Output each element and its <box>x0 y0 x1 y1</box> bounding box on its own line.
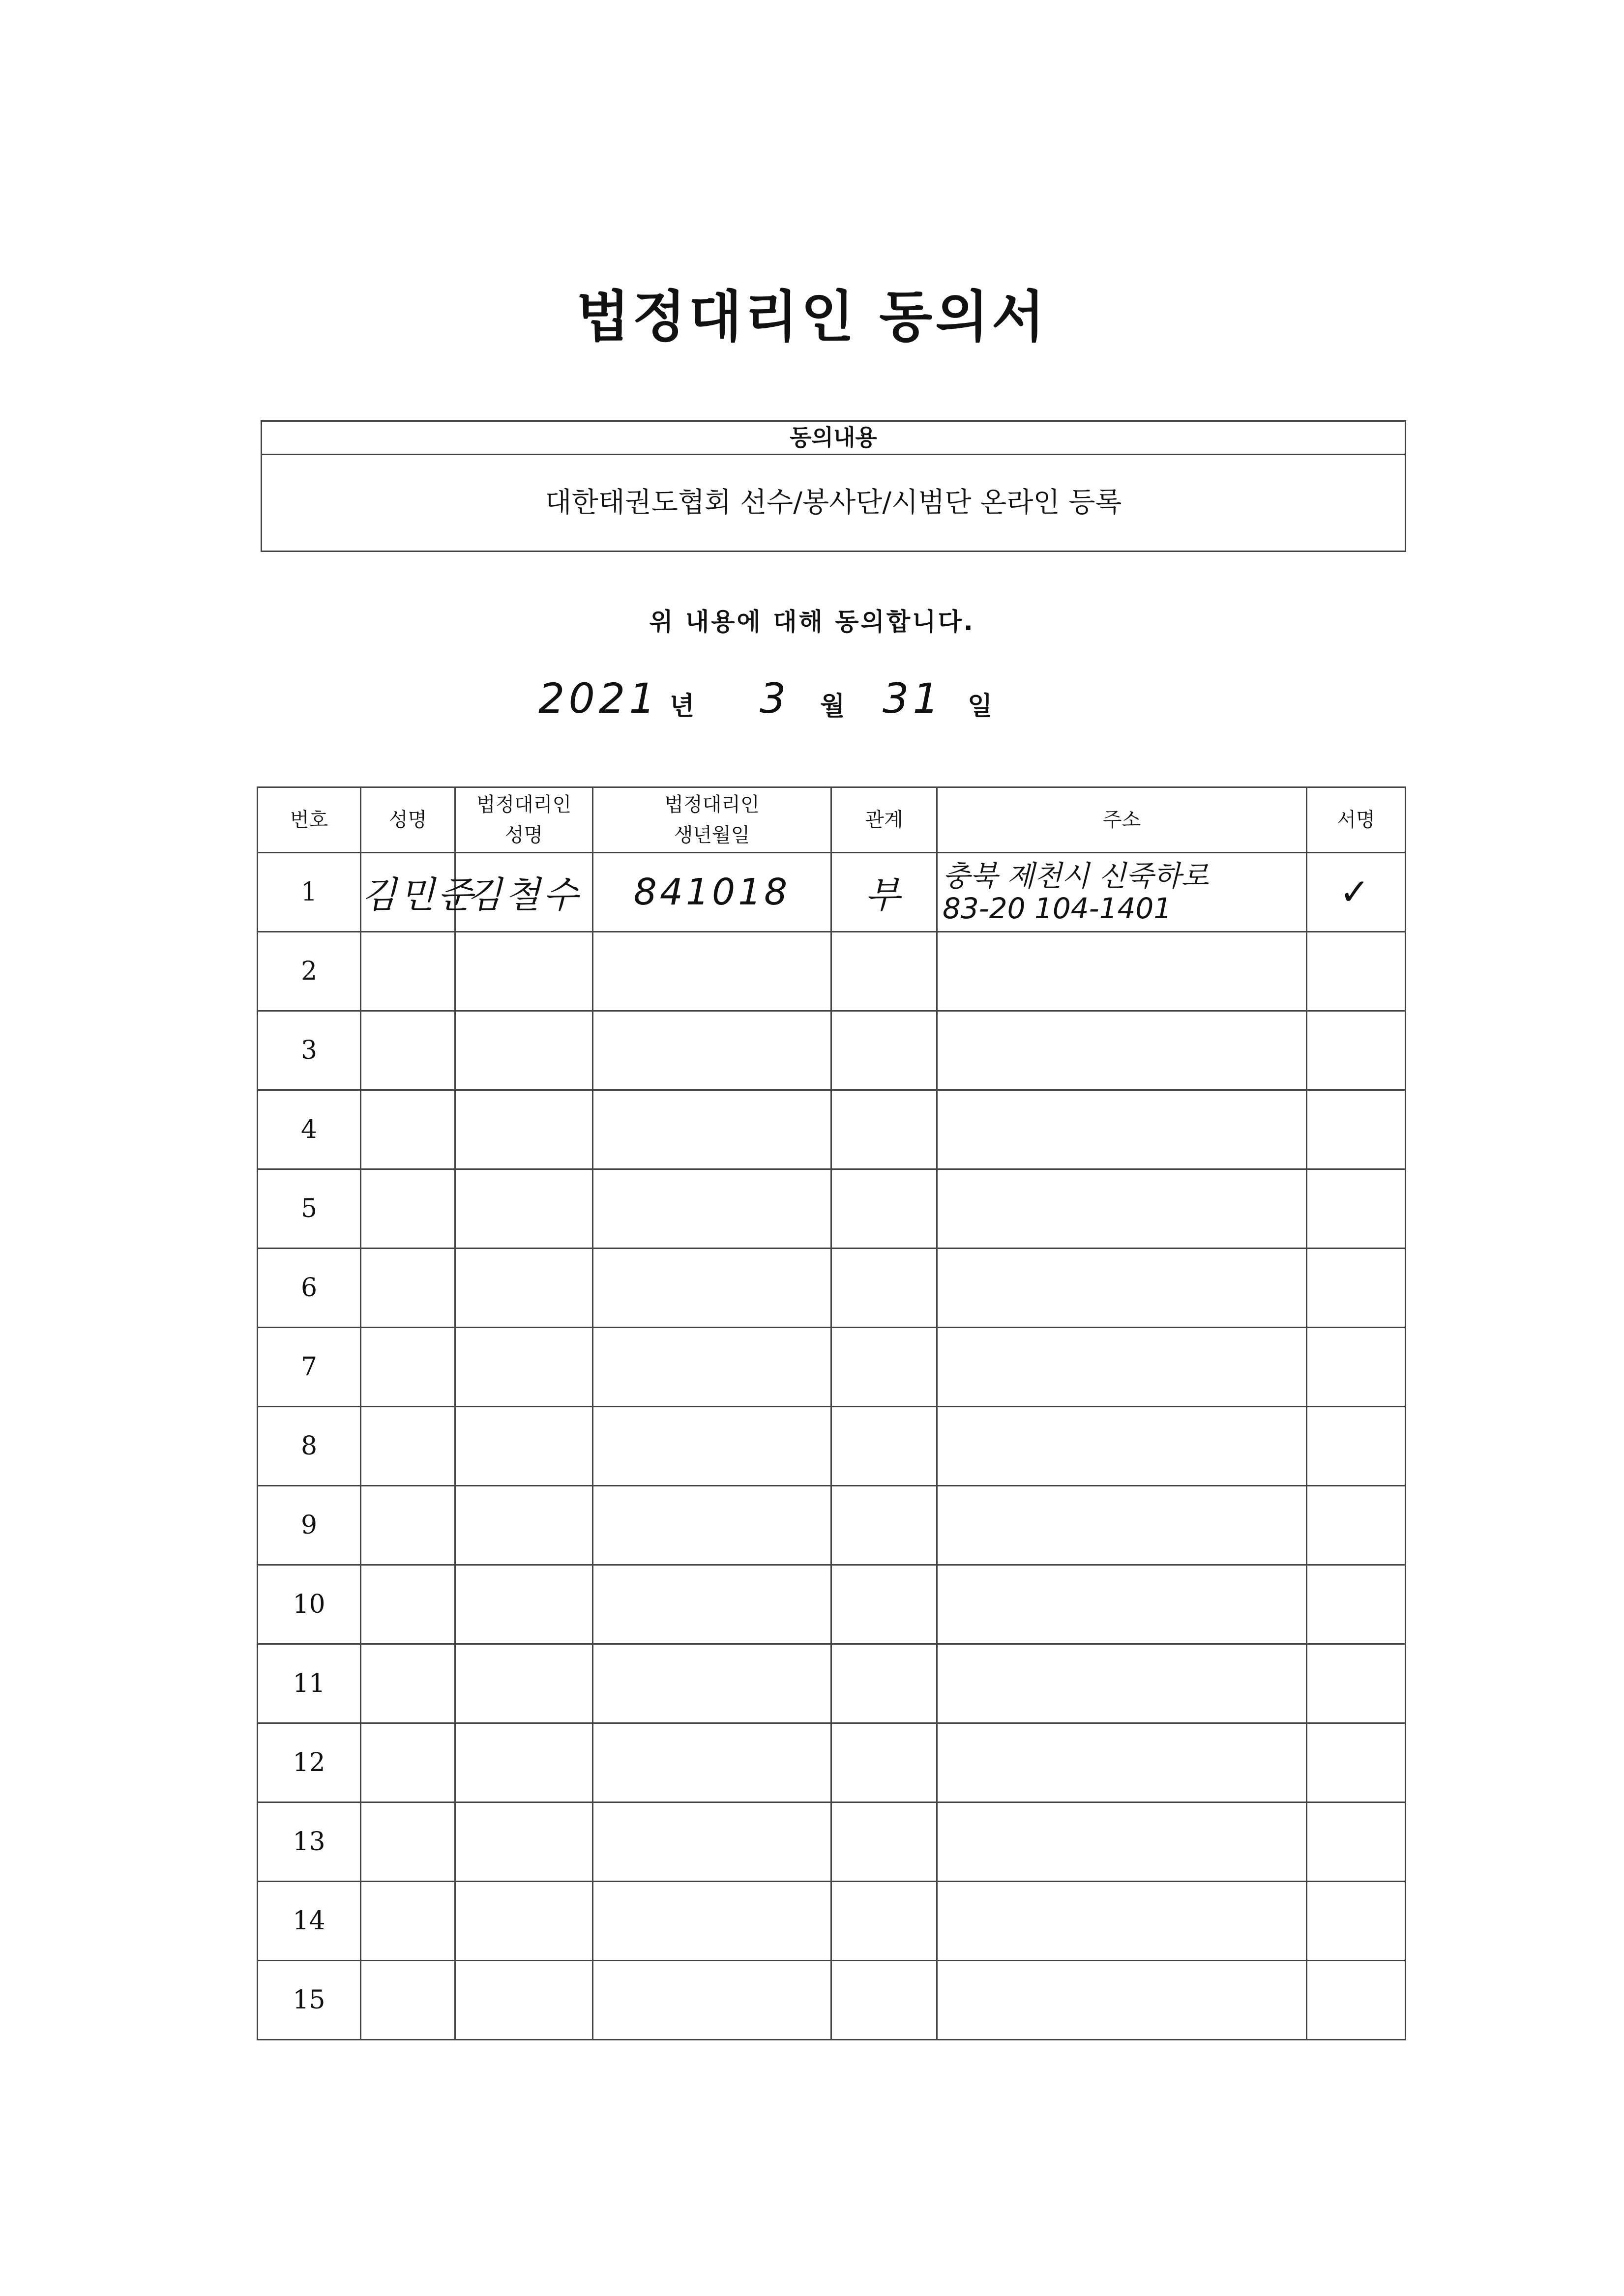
cell-relation <box>831 1961 937 2040</box>
cell-relation <box>831 1644 937 1723</box>
cell-no: 11 <box>258 1644 361 1723</box>
header-signature: 서명 <box>1307 787 1406 853</box>
cell-no: 7 <box>258 1328 361 1407</box>
cell-no: 5 <box>258 1169 361 1249</box>
table-row <box>258 1486 1406 1565</box>
cell-guardian-name <box>455 853 593 932</box>
cell-name <box>361 1723 455 1802</box>
registration-table <box>257 786 1406 2040</box>
header-guardian-birth <box>593 787 831 853</box>
cell-guardian-name <box>455 1328 593 1407</box>
cell-signature <box>1307 1565 1406 1644</box>
cell-guardian-name <box>455 1249 593 1328</box>
header-guardian-name-line1: 법정대리인 <box>476 793 572 816</box>
cell-no: 3 <box>258 1011 361 1090</box>
cell-guardian-birth <box>593 1961 831 2040</box>
table-row <box>258 1249 1406 1328</box>
cell-guardian-name <box>455 1961 593 2040</box>
table-row <box>258 1407 1406 1486</box>
cell-guardian-birth <box>593 853 831 932</box>
cell-name <box>361 1407 455 1486</box>
table-row <box>258 1090 1406 1169</box>
cell-relation <box>831 1249 937 1328</box>
cell-address <box>937 1802 1307 1882</box>
cell-no: 1 <box>258 853 361 932</box>
cell-guardian-birth <box>593 1011 831 1090</box>
date-day: 31 <box>883 674 943 723</box>
cell-signature <box>1307 1486 1406 1565</box>
cell-guardian-birth <box>593 1565 831 1644</box>
cell-no: 14 <box>258 1882 361 1961</box>
cell-guardian-name <box>455 1723 593 1802</box>
cell-relation <box>831 853 937 932</box>
consent-box <box>261 420 1406 552</box>
cell-address <box>937 1407 1307 1486</box>
header-guardian-name-line2: 성명 <box>504 824 543 846</box>
cell-name <box>361 1169 455 1249</box>
cell-name <box>361 1802 455 1882</box>
cell-guardian-name <box>455 1169 593 1249</box>
cell-address <box>937 932 1307 1011</box>
cell-address <box>937 1961 1307 2040</box>
cell-no: 12 <box>258 1723 361 1802</box>
cell-guardian-birth <box>593 932 831 1011</box>
cell-guardian-name-text: 김철수 <box>467 874 581 916</box>
cell-name <box>361 1644 455 1723</box>
cell-guardian-name <box>455 1802 593 1882</box>
cell-guardian-birth <box>593 1169 831 1249</box>
cell-name-text: 김민준 <box>361 874 476 916</box>
document-title: 법정대리인 동의서 <box>576 285 1048 349</box>
cell-relation <box>831 1723 937 1802</box>
cell-guardian-birth <box>593 1723 831 1802</box>
cell-relation <box>831 1882 937 1961</box>
cell-guardian-name <box>455 1011 593 1090</box>
cell-signature <box>1307 1169 1406 1249</box>
cell-relation <box>831 1328 937 1407</box>
header-guardian-name <box>455 787 593 853</box>
cell-signature <box>1307 853 1406 932</box>
cell-signature <box>1307 1249 1406 1328</box>
cell-guardian-birth <box>593 1328 831 1407</box>
table-row <box>258 1882 1406 1961</box>
cell-no: 15 <box>258 1961 361 2040</box>
cell-name <box>361 1249 455 1328</box>
cell-guardian-birth <box>593 1882 831 1961</box>
cell-guardian-birth <box>593 1249 831 1328</box>
cell-name <box>361 932 455 1011</box>
table-row <box>258 1328 1406 1407</box>
cell-signature <box>1307 1644 1406 1723</box>
cell-name <box>361 1090 455 1169</box>
cell-name <box>361 1011 455 1090</box>
cell-name <box>361 1565 455 1644</box>
cell-name <box>361 1882 455 1961</box>
cell-no: 10 <box>258 1565 361 1644</box>
cell-name <box>361 853 476 932</box>
cell-address <box>937 1565 1307 1644</box>
cell-relation <box>831 932 937 1011</box>
cell-guardian-birth <box>593 1090 831 1169</box>
header-no: 번호 <box>258 787 361 853</box>
cell-no: 6 <box>258 1249 361 1328</box>
header-guardian-birth-line2: 생년월일 <box>674 824 750 846</box>
cell-signature <box>1307 1011 1406 1090</box>
cell-guardian-name <box>455 932 593 1011</box>
header-address: 주소 <box>937 787 1307 853</box>
cell-guardian-birth <box>593 1802 831 1882</box>
header-name: 성명 <box>361 787 455 853</box>
table-row <box>258 1644 1406 1723</box>
table-row <box>258 1723 1406 1802</box>
cell-address <box>937 853 1307 932</box>
cell-guardian-name <box>455 1644 593 1723</box>
date-year: 2021 <box>538 674 659 723</box>
cell-signature <box>1307 932 1406 1011</box>
cell-no: 8 <box>258 1407 361 1486</box>
date-year-label: 년 <box>670 692 695 721</box>
date-month-label: 월 <box>820 692 845 721</box>
cell-signature <box>1307 1882 1406 1961</box>
cell-signature <box>1307 1723 1406 1802</box>
cell-signature <box>1307 1090 1406 1169</box>
cell-address <box>937 1011 1307 1090</box>
signature-mark: ✓ <box>1339 871 1373 913</box>
cell-address-line2: 83-20 104-1401 <box>943 892 1172 925</box>
cell-relation <box>831 1565 937 1644</box>
table-row <box>258 853 1406 932</box>
cell-address <box>937 1486 1307 1565</box>
table-row <box>258 1169 1406 1249</box>
cell-guardian-birth-text: 841018 <box>633 871 791 913</box>
table-row <box>258 1961 1406 2040</box>
table-row <box>258 1011 1406 1090</box>
cell-signature <box>1307 1802 1406 1882</box>
cell-guardian-name <box>455 1407 593 1486</box>
cell-guardian-name <box>455 1486 593 1565</box>
cell-guardian-name <box>455 1882 593 1961</box>
table-row <box>258 1565 1406 1644</box>
cell-no: 13 <box>258 1802 361 1882</box>
header-relation: 관계 <box>831 787 937 853</box>
cell-relation <box>831 1011 937 1090</box>
cell-name <box>361 1328 455 1407</box>
consent-header: 동의내용 <box>262 422 1405 455</box>
cell-signature <box>1307 1407 1406 1486</box>
date-month: 3 <box>760 674 790 723</box>
cell-guardian-birth <box>593 1407 831 1486</box>
table-body <box>258 853 1406 2040</box>
cell-name <box>361 1961 455 2040</box>
cell-signature <box>1307 1961 1406 2040</box>
cell-relation <box>831 1169 937 1249</box>
cell-address <box>937 1882 1307 1961</box>
cell-address <box>937 1328 1307 1407</box>
cell-guardian-birth <box>593 1486 831 1565</box>
cell-address <box>937 1723 1307 1802</box>
cell-relation-text: 부 <box>865 874 903 916</box>
table-row <box>258 1802 1406 1882</box>
cell-relation <box>831 1407 937 1486</box>
agree-statement: 위 내용에 대해 동의합니다. <box>649 608 975 636</box>
cell-address-line1: 충북 제천시 신죽하로 <box>943 859 1209 893</box>
cell-relation <box>831 1486 937 1565</box>
cell-address <box>937 1090 1307 1169</box>
date-day-label: 일 <box>968 692 993 721</box>
cell-relation <box>831 1802 937 1882</box>
table-row <box>258 932 1406 1011</box>
cell-signature <box>1307 1328 1406 1407</box>
cell-guardian-birth <box>593 1644 831 1723</box>
cell-address <box>937 1249 1307 1328</box>
cell-address <box>937 1644 1307 1723</box>
cell-guardian-name <box>455 1565 593 1644</box>
cell-guardian-name <box>455 1090 593 1169</box>
header-guardian-birth-line1: 법정대리인 <box>664 793 760 816</box>
cell-name <box>361 1486 455 1565</box>
cell-no: 2 <box>258 932 361 1011</box>
cell-address <box>937 1169 1307 1249</box>
table-header-row <box>258 787 1406 853</box>
consent-body: 대한태권도협회 선수/봉사단/시범단 온라인 등록 <box>545 487 1122 519</box>
cell-no: 4 <box>258 1090 361 1169</box>
cell-relation <box>831 1090 937 1169</box>
cell-no: 9 <box>258 1486 361 1565</box>
